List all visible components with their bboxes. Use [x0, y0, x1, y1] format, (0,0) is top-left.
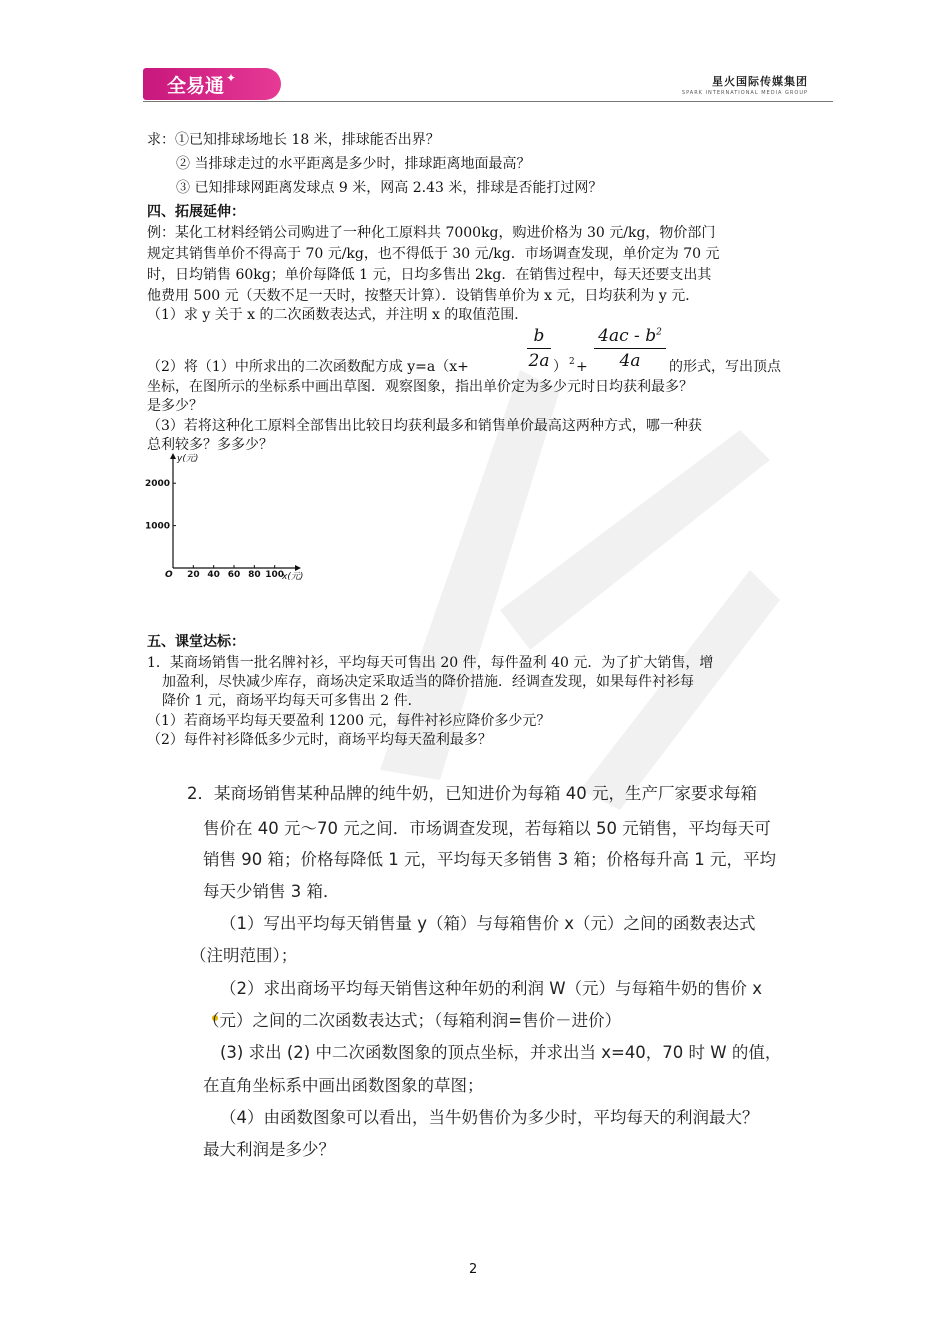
section4-q2-line-2: 坐标，在图所示的坐标系中画出草图．观察图象，指出单价定为多少元时日均获利最多？	[147, 379, 693, 395]
intro-line-3: ③ 已知排球网距离发球点 9 米，网高 2.43 米，排球是否能打过网？	[176, 180, 603, 196]
fraction-2-denominator: 4a	[619, 351, 641, 371]
x-tick-label-2: 60	[227, 570, 241, 580]
problem2-q2-line-1: （2）求出商场平均每天销售这种年奶的利润 W（元）与每箱牛奶的售价 x	[220, 979, 763, 998]
x-tick-label-0: 20	[187, 570, 200, 580]
fraction-1-denominator: 2a	[528, 351, 550, 371]
header-divider	[143, 101, 833, 102]
publisher-name-cn: 星火国际传媒集团	[712, 75, 808, 88]
fraction-2-numerator: 4ac - b	[598, 326, 657, 346]
section4-q2-line-3: 是多少？	[147, 398, 203, 414]
section4-title: 四、拓展延伸：	[147, 204, 245, 220]
section4-q3-line-1: （3）若将这种化工原料全部售出比较日均获利最多和销售单价最高这两种方式，哪一种获	[147, 418, 702, 434]
problem2-line-4: 每天少销售 3 箱．	[203, 882, 340, 901]
problem2-q4-line-2: 最大利润是多少？	[203, 1140, 335, 1159]
problem1-line-2: 加盈利，尽快减少库存，商场决定采取适当的降价措施．经调查发现，如果每件衬衫每	[162, 674, 694, 690]
problem1-line-3: 降价 1 元，商场平均每天可多售出 2 件．	[162, 693, 422, 709]
problem2-line-2: 售价在 40 元～70 元之间．市场调查发现，若每箱以 50 元销售，平均每天可	[203, 819, 771, 838]
problem2-q3-line-1: (3) 求出 (2) 中二次函数图象的顶点坐标，并求出当 x=40，70 时 W 的值，	[220, 1043, 782, 1062]
section4-q2-superscript: 2	[569, 357, 575, 367]
problem2-q2-line-2: （元）之间的二次函数表达式；（每箱利润=售价－进价）	[203, 1011, 622, 1030]
section4-q2-part-a: （2）将（1）中所求出的二次函数配方成 y=a（x+	[147, 359, 469, 375]
section4-line-3: 时，日均销售 60kg；单价每降低 1 元，日均多售出 2kg．在销售过程中，每天还要支出其	[147, 267, 712, 283]
problem2-line-1: 2．某商场销售某种品牌的纯牛奶，已知进价为每箱 40 元，生产厂家要求每箱	[187, 784, 757, 803]
problem2-q3-line-2: 在直角坐标系中画出函数图象的草图；	[203, 1076, 484, 1095]
problem2-q1-line-1: （1）写出平均每天销售量 y（箱）与每箱售价 x（元）之间的函数表达式	[220, 914, 756, 933]
intro-line-2: ② 当排球走过的水平距离是多少时，排球距离地面最高？	[176, 156, 531, 172]
coordinate-chart	[140, 450, 320, 585]
publisher-name-en: SPARK INTERNATIONAL MEDIA GROUP	[681, 90, 808, 96]
brand-logo	[143, 68, 281, 100]
fraction-2-superscript: 2	[656, 327, 662, 338]
fraction-b-over-2a	[527, 326, 551, 371]
origin-label: O	[165, 570, 173, 580]
problem2-q4-line-1: （4）由函数图象可以看出，当牛奶售价为多少时，平均每天的利润最大？	[220, 1108, 759, 1127]
x-tick-label-3: 80	[248, 570, 261, 580]
section4-line-4: 他费用 500 元（天数不足一天时，按整天计算）．设销售单价为 x 元，日均获利为 y 元．	[147, 288, 700, 304]
problem1-q1: （1）若商场平均每天要盈利 1200 元，每件衬衫应降价多少元？	[147, 713, 551, 729]
y-axis-label: y(元)	[177, 454, 199, 464]
fraction-1-numerator: b	[533, 326, 545, 346]
section4-q2-part-d: 的形式，写出顶点	[669, 359, 781, 375]
y-tick-label-1: 2000	[144, 479, 170, 490]
section4-q2-plus: +	[576, 359, 588, 375]
intro-line-1: 求：①已知排球场地长 18 米，排球能否出界？	[147, 132, 440, 148]
logo-text: 全易通	[167, 74, 225, 97]
publisher-mark	[682, 73, 808, 96]
x-tick-label-4: 100	[265, 570, 285, 580]
y-tick-label-0: 1000	[144, 521, 170, 532]
section4-line-1: 例：某化工材料经销公司购进了一种化工原料共 7000kg，购进价格为 30 元/kg，物价部门	[147, 225, 716, 241]
section4-q2-part-b: ）	[553, 359, 567, 375]
problem2-q1-line-2: （注明范围）；	[190, 946, 298, 965]
section5-title: 五、课堂达标：	[147, 634, 245, 650]
problem1-q2: （2）每件衬衫降低多少元时，商场平均每天盈利最多？	[147, 732, 492, 748]
y-axis-arrow-icon	[170, 453, 176, 459]
fraction-vertex-y	[594, 326, 666, 371]
section4-line-2: 规定其销售单价不得高于 70 元/kg，也不得低于 30 元/kg．市场调查发现，单价定为 70 元	[147, 246, 720, 262]
sparkle-icon: ✦	[226, 71, 237, 85]
x-axis-label: x(元)	[282, 572, 304, 582]
x-tick-label-1: 40	[207, 570, 220, 580]
page-number: 2	[469, 1262, 478, 1277]
section4-q3-line-2: 总利较多？多多少？	[147, 437, 273, 453]
problem1-line-1: 1．某商场销售一批名牌衬衫，平均每天可售出 20 件，每件盈利 40 元．为了扩大销售，增	[147, 655, 714, 671]
problem2-line-3: 销售 90 箱；价格每降低 1 元，平均每天多销售 3 箱；价格每升高 1 元，平均	[203, 850, 776, 869]
section4-q1: （1）求 y 关于 x 的二次函数表达式，并注明 x 的取值范围．	[147, 307, 529, 323]
x-axis-arrow-icon	[295, 565, 301, 571]
